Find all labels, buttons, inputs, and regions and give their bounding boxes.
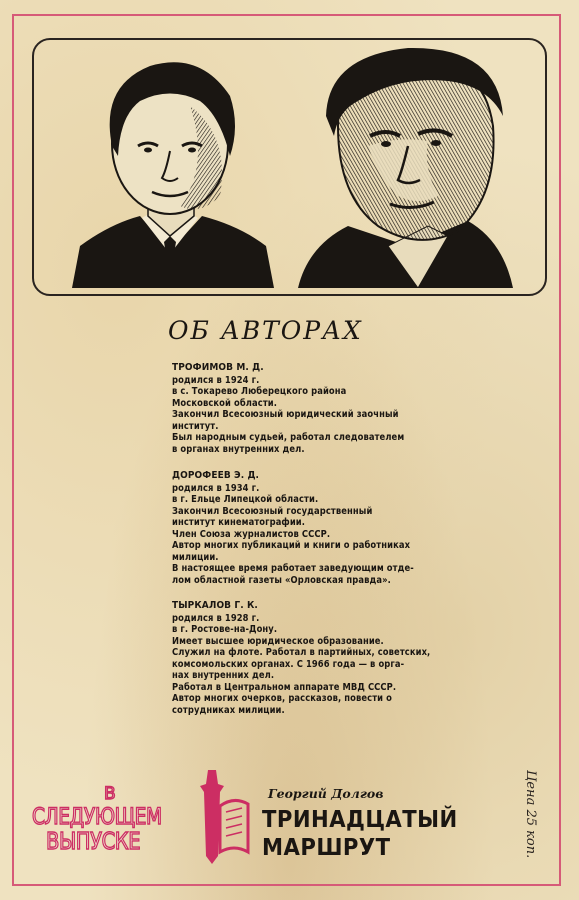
bio-line: институт. xyxy=(172,420,219,432)
author-bio xyxy=(172,362,442,455)
bio-line: Работал в Центральном аппарате МВД СССР. xyxy=(172,681,397,693)
bio-line: в с. Токарево Люберецкого района xyxy=(172,386,347,397)
bio-line: милиции. xyxy=(172,551,219,563)
bio-line: Имеет высшее юридическое образование. xyxy=(172,635,384,647)
bio-line: в г. Ельце Липецкой области. xyxy=(172,494,319,505)
promo-line: СЛЕДУЮЩЕМ xyxy=(32,805,162,830)
portrait-right-icon xyxy=(298,46,513,288)
author-name: ДОРОФЕЕВ Э. Д. xyxy=(172,470,260,481)
next-issue-author: Георгий Долгов xyxy=(268,786,384,801)
bio-line: сотрудниках милиции. xyxy=(172,704,285,716)
bio-line: В настоящее время работает заведующим отде- xyxy=(172,563,414,574)
bio-line: Служил на флоте. Работал в партийных, советских, xyxy=(172,647,431,658)
author-bio xyxy=(172,470,442,586)
next-issue-title xyxy=(262,806,458,862)
bio-line: родился в 1934 г. xyxy=(172,482,260,494)
price-label: Цена 25 коп. xyxy=(523,770,538,859)
portrait-left-icon xyxy=(70,46,276,288)
title-line: ТРИНАДЦАТЫЙ xyxy=(262,807,458,833)
bio-line: комсомольских органах. С 1966 года — в орга- xyxy=(172,658,405,670)
bio-line: родился в 1928 г. xyxy=(172,612,260,624)
author-name: ТЫРКАЛОВ Г. К. xyxy=(172,600,258,611)
bio-line: Член Союза журналистов СССР. xyxy=(172,528,331,540)
bio-line: Закончил Всесоюзный государственный xyxy=(172,505,373,517)
promo-line: В xyxy=(104,784,116,804)
book-emblem-icon xyxy=(190,766,250,866)
bio-line: лом областной газеты «Орловская правда». xyxy=(172,574,391,586)
bio-line: Был народным судьей, работал следователем xyxy=(172,432,405,443)
bio-line: родился в 1924 г. xyxy=(172,374,260,386)
bio-line: институт кинематографии. xyxy=(172,517,306,528)
bio-line: в органах внутренних дел. xyxy=(172,443,305,455)
bio-line: Автор многих публикаций и книги о работниках xyxy=(172,540,411,551)
title-line: МАРШРУТ xyxy=(262,835,391,861)
section-title: ОБ АВТОРАХ xyxy=(168,316,363,345)
bio-line: в г. Ростове-на-Дону. xyxy=(172,624,278,635)
bio-line: нах внутренних дел. xyxy=(172,670,275,681)
author-name: ТРОФИМОВ М. Д. xyxy=(172,362,264,373)
bio-line: Автор многих очерков, рассказов, повести о xyxy=(172,693,392,704)
bio-line: Закончил Всесоюзный юридический заочный xyxy=(172,409,399,420)
promo-line: ВЫПУСКЕ xyxy=(46,829,141,855)
bio-line: Московской области. xyxy=(172,397,278,409)
author-bio xyxy=(172,600,442,716)
